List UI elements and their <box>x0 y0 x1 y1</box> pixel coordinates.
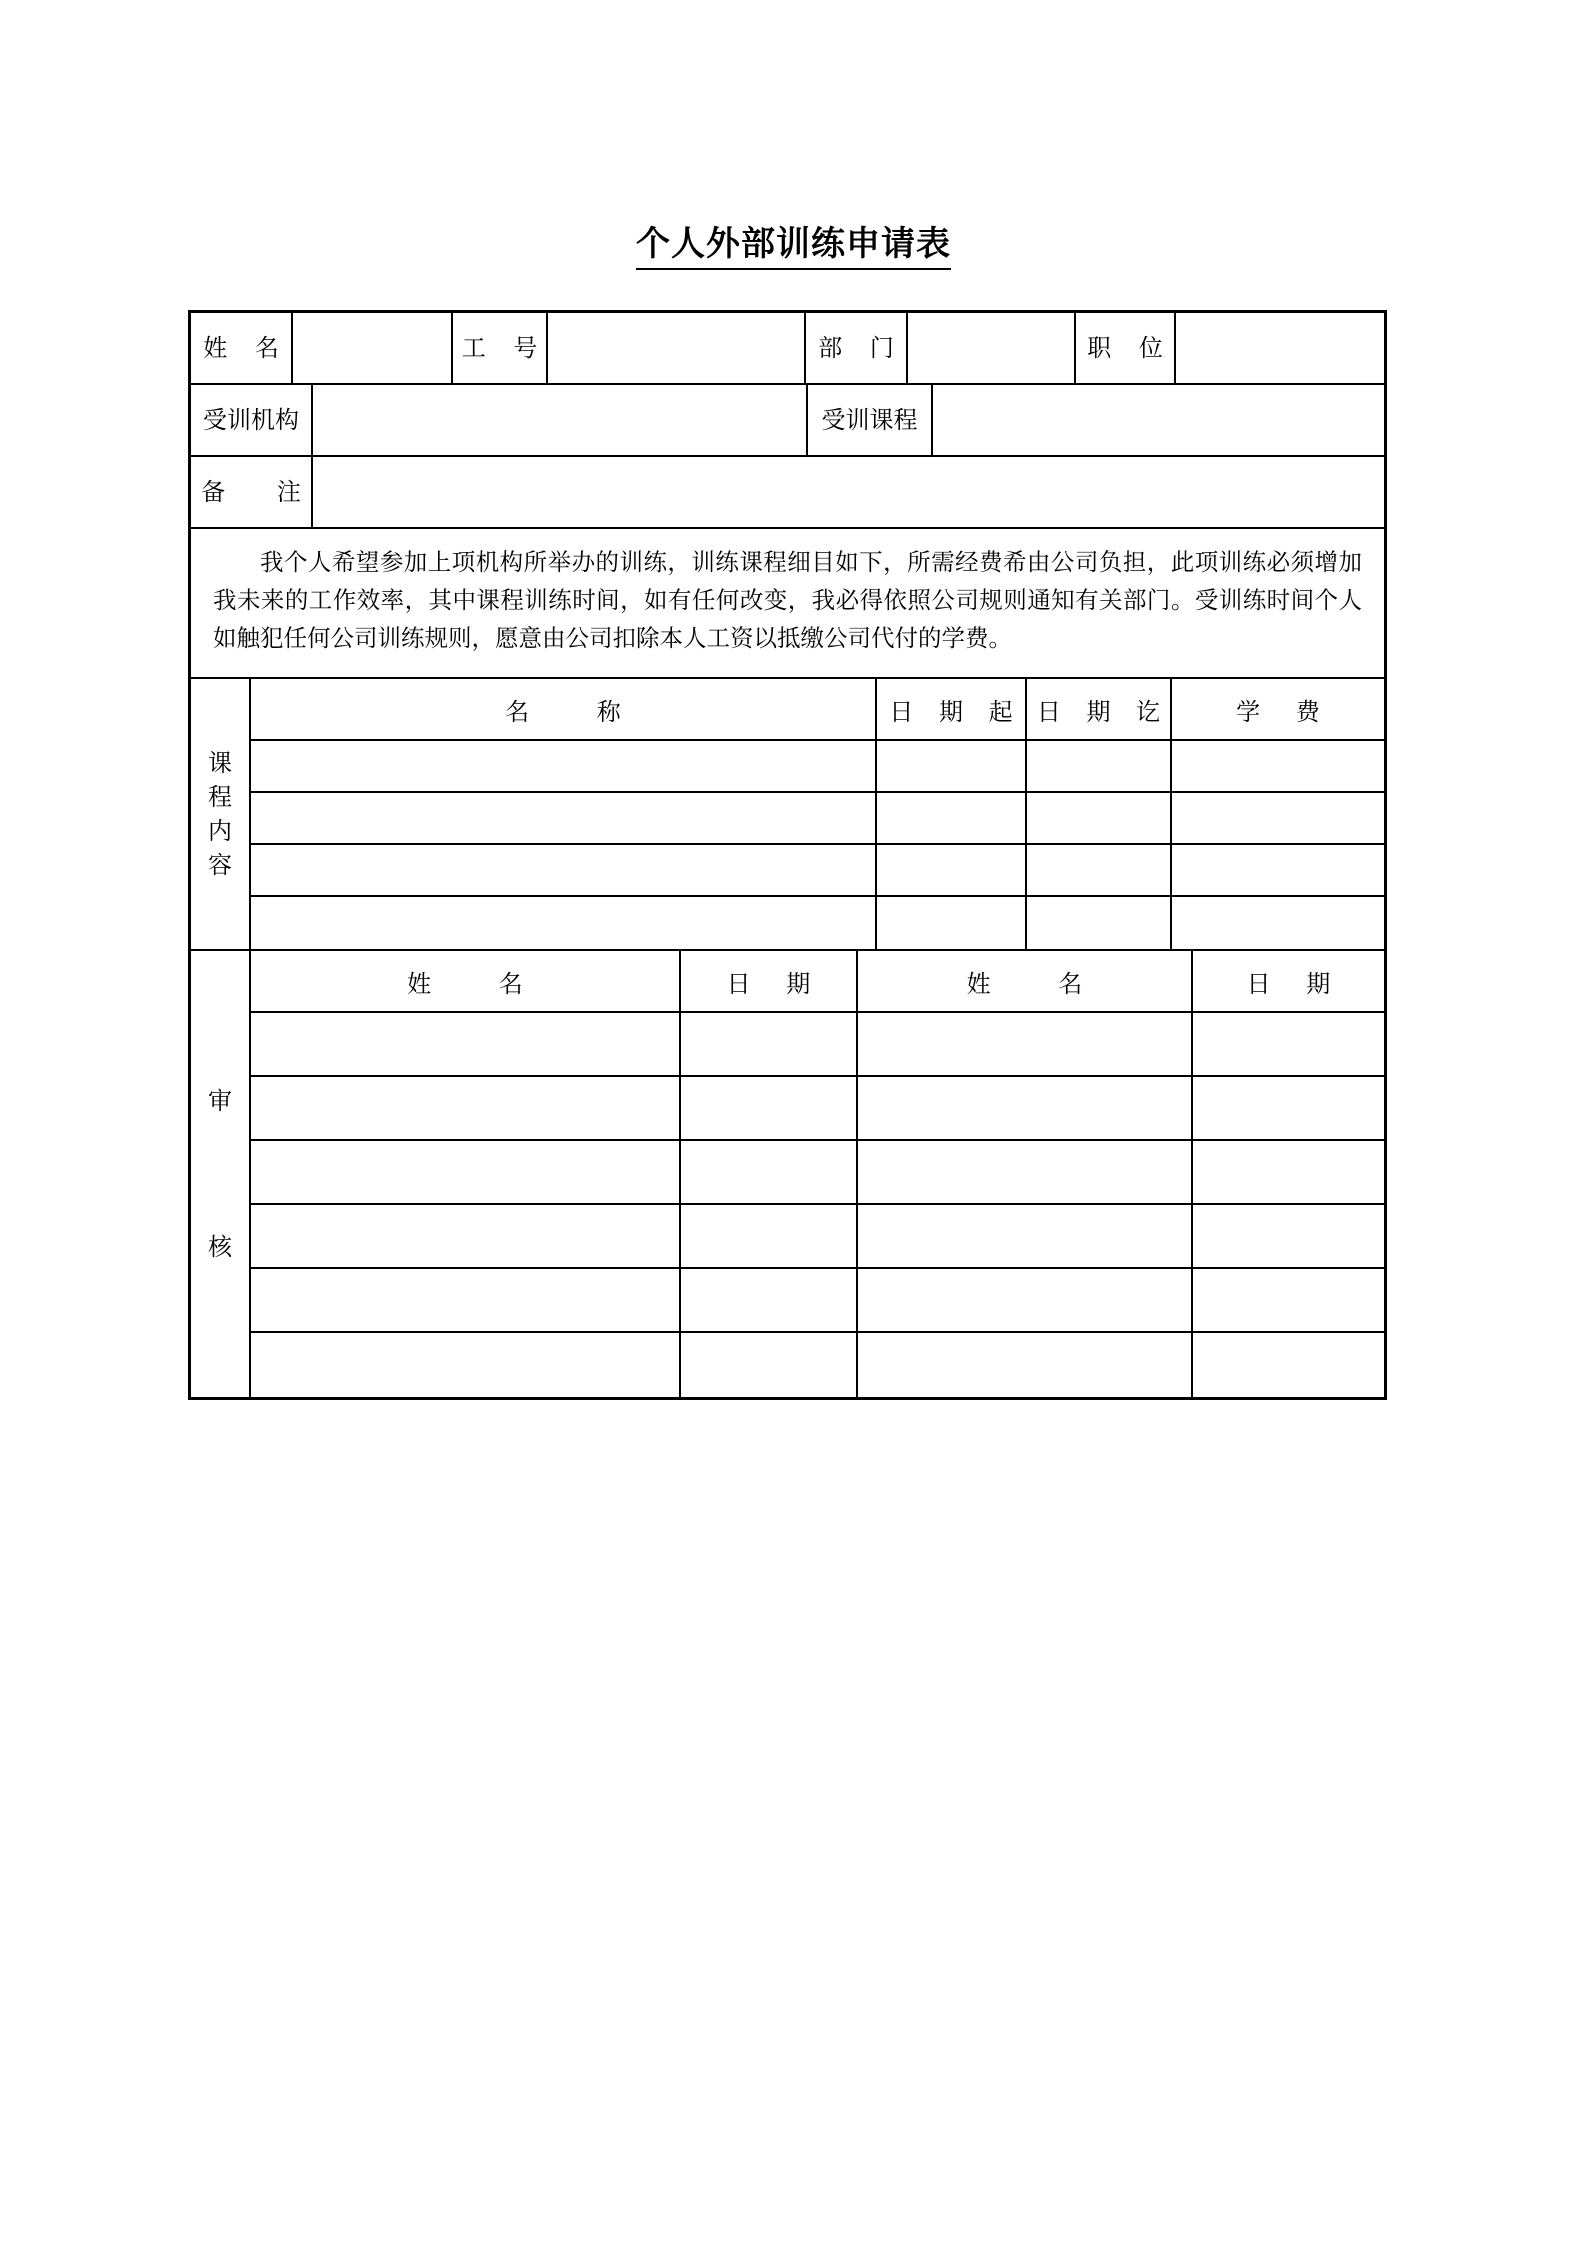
review-cell-name-1[interactable] <box>251 1269 681 1331</box>
review-table-row <box>251 1333 1384 1397</box>
review-header-name-2: 姓 名 <box>858 951 1193 1011</box>
course-cell-date-from[interactable] <box>877 741 1027 791</box>
review-cell-name-2[interactable] <box>858 1269 1193 1331</box>
review-label-char-2: 核 <box>208 1233 232 1261</box>
course-content-body <box>251 679 1384 949</box>
review-cell-name-2[interactable] <box>858 1333 1193 1397</box>
course-table-header-row <box>251 679 1384 741</box>
label-name: 姓 名 <box>191 313 293 383</box>
review-label <box>191 951 251 1397</box>
field-employee-id[interactable] <box>548 313 806 383</box>
label-position: 职 位 <box>1076 313 1176 383</box>
declaration-text: 我个人希望参加上项机构所举办的训练，训练课程细目如下，所需经费希由公司负担，此项训练必须增加我未来的工作效率，其中课程训练时间，如有任何改变，我必得依照公司规则通知有关部门。受训练时间个人如触犯任何公司训练规则，愿意由公司扣除本人工资以抵缴公司代付的学费。 <box>213 548 1362 652</box>
label-training-institution: 受训机构 <box>191 385 313 455</box>
form-row-personal-info <box>191 313 1384 385</box>
course-cell-fee[interactable] <box>1172 741 1384 791</box>
course-label-char-4: 容 <box>208 851 232 879</box>
course-header-date-to: 日 期 讫 <box>1027 679 1172 739</box>
page-title-container <box>0 222 1587 270</box>
review-table-row <box>251 1205 1384 1269</box>
form-row-remarks <box>191 457 1384 529</box>
review-table-row <box>251 1141 1384 1205</box>
review-table-row <box>251 1013 1384 1077</box>
course-cell-fee[interactable] <box>1172 897 1384 949</box>
review-cell-date-1[interactable] <box>681 1269 858 1331</box>
review-header-date-1: 日 期 <box>681 951 858 1011</box>
field-remarks[interactable] <box>313 457 1384 527</box>
review-cell-name-1[interactable] <box>251 1141 681 1203</box>
course-header-date-from: 日 期 起 <box>877 679 1027 739</box>
course-cell-date-to[interactable] <box>1027 897 1172 949</box>
review-table-row <box>251 1077 1384 1141</box>
course-cell-name[interactable] <box>251 897 877 949</box>
page-title: 个人外部训练申请表 <box>636 222 951 270</box>
review-label-char-1: 审 <box>208 1087 232 1115</box>
review-cell-name-1[interactable] <box>251 1077 681 1139</box>
review-cell-date-2[interactable] <box>1193 1269 1384 1331</box>
course-header-name: 名 称 <box>251 679 877 739</box>
field-training-course[interactable] <box>933 385 1384 455</box>
review-cell-date-1[interactable] <box>681 1333 858 1397</box>
review-cell-date-2[interactable] <box>1193 1205 1384 1267</box>
review-table-row <box>251 1269 1384 1333</box>
review-cell-date-1[interactable] <box>681 1077 858 1139</box>
field-training-institution[interactable] <box>313 385 808 455</box>
review-cell-date-2[interactable] <box>1193 1013 1384 1075</box>
review-section <box>191 951 1384 1397</box>
course-table-row <box>251 741 1384 793</box>
course-table-row <box>251 897 1384 949</box>
review-cell-name-2[interactable] <box>858 1141 1193 1203</box>
label-remarks: 备 注 <box>191 457 313 527</box>
review-cell-date-2[interactable] <box>1193 1141 1384 1203</box>
review-cell-date-1[interactable] <box>681 1013 858 1075</box>
course-label-char-2: 程 <box>208 783 232 811</box>
course-header-fee: 学 费 <box>1236 697 1334 726</box>
label-training-course: 受训课程 <box>808 385 933 455</box>
review-cell-date-1[interactable] <box>681 1141 858 1203</box>
review-cell-name-2[interactable] <box>858 1205 1193 1267</box>
course-cell-name[interactable] <box>251 793 877 843</box>
review-body <box>251 951 1384 1397</box>
form-row-training-org <box>191 385 1384 457</box>
course-cell-date-to[interactable] <box>1027 845 1172 895</box>
application-form-table <box>188 310 1387 1400</box>
course-cell-date-to[interactable] <box>1027 793 1172 843</box>
course-content-section <box>191 679 1384 951</box>
review-cell-name-1[interactable] <box>251 1013 681 1075</box>
course-cell-date-from[interactable] <box>877 793 1027 843</box>
review-table-header-row <box>251 951 1384 1013</box>
field-position[interactable] <box>1176 313 1384 383</box>
course-cell-date-from[interactable] <box>877 845 1027 895</box>
course-cell-fee[interactable] <box>1172 845 1384 895</box>
course-cell-name[interactable] <box>251 845 877 895</box>
review-cell-name-1[interactable] <box>251 1205 681 1267</box>
course-cell-date-to[interactable] <box>1027 741 1172 791</box>
course-cell-date-from[interactable] <box>877 897 1027 949</box>
course-table-row <box>251 845 1384 897</box>
review-header-name-1: 姓 名 <box>251 951 681 1011</box>
course-table-row <box>251 793 1384 845</box>
course-cell-name[interactable] <box>251 741 877 791</box>
course-cell-fee[interactable] <box>1172 793 1384 843</box>
review-cell-date-1[interactable] <box>681 1205 858 1267</box>
course-label-char-3: 内 <box>208 817 232 845</box>
label-department: 部 门 <box>806 313 908 383</box>
field-department[interactable] <box>908 313 1076 383</box>
field-name[interactable] <box>293 313 453 383</box>
review-cell-date-2[interactable] <box>1193 1077 1384 1139</box>
course-content-label <box>191 679 251 949</box>
declaration-statement <box>191 529 1384 679</box>
review-cell-name-2[interactable] <box>858 1013 1193 1075</box>
label-employee-id: 工 号 <box>453 313 548 383</box>
review-cell-date-2[interactable] <box>1193 1333 1384 1397</box>
review-header-date-2: 日 期 <box>1246 969 1345 998</box>
course-label-char-1: 课 <box>208 749 232 777</box>
review-cell-name-1[interactable] <box>251 1333 681 1397</box>
review-cell-name-2[interactable] <box>858 1077 1193 1139</box>
